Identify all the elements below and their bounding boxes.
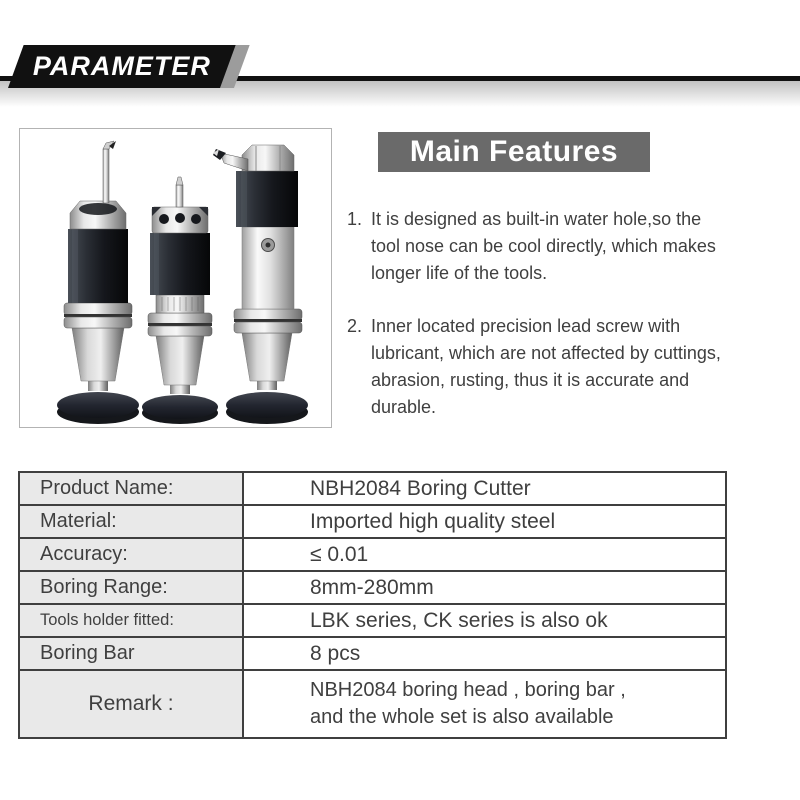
feature-text: It is designed as built-in water hole,so the tool nose can be cool directly, which makes longer life of the tools. <box>371 209 716 283</box>
product-photo <box>19 128 332 428</box>
spec-label: Material: <box>19 505 243 538</box>
spec-label: Remark : <box>19 670 243 738</box>
table-row <box>19 571 726 604</box>
boring-tools-illustration <box>20 129 331 427</box>
spec-value: 8mm-280mm <box>243 571 726 604</box>
spec-table <box>18 471 727 739</box>
table-row <box>19 505 726 538</box>
spec-value: ≤ 0.01 <box>243 538 726 571</box>
spec-value: 8 pcs <box>243 637 726 670</box>
table-row <box>19 472 726 505</box>
spec-label: Product Name: <box>19 472 243 505</box>
feature-number: 2. <box>347 316 363 336</box>
remark-line-1: NBH2084 boring head , boring bar , <box>310 679 626 701</box>
feature-number: 1. <box>347 209 363 229</box>
boring-tool-middle <box>142 177 218 424</box>
feature-item-2 <box>347 313 797 421</box>
feature-text: Inner located precision lead screw with lubricant, which are not affected by cuttings, abrasion, rusting, thus it is accurate and durable. <box>371 316 721 417</box>
feature-item-1 <box>347 206 797 287</box>
table-row <box>19 604 726 637</box>
table-row <box>19 538 726 571</box>
spec-label: Accuracy: <box>19 538 243 571</box>
spec-value: Imported high quality steel <box>243 505 726 538</box>
table-row <box>19 637 726 670</box>
spec-label: Tools holder fitted: <box>19 604 243 637</box>
boring-tool-left <box>57 141 139 424</box>
features-list <box>347 206 797 447</box>
remark-line-2: and the whole set is also available <box>310 706 614 728</box>
features-heading: Main Features <box>378 132 650 172</box>
banner-title: PARAMETER <box>32 51 211 81</box>
spec-value: LBK series, CK series is also ok <box>243 604 726 637</box>
spec-value <box>243 670 726 738</box>
spec-label: Boring Range: <box>19 571 243 604</box>
spec-value: NBH2084 Boring Cutter <box>243 472 726 505</box>
boring-tool-right <box>213 145 308 424</box>
table-row <box>19 670 726 738</box>
parameter-banner <box>8 45 236 88</box>
spec-label: Boring Bar <box>19 637 243 670</box>
